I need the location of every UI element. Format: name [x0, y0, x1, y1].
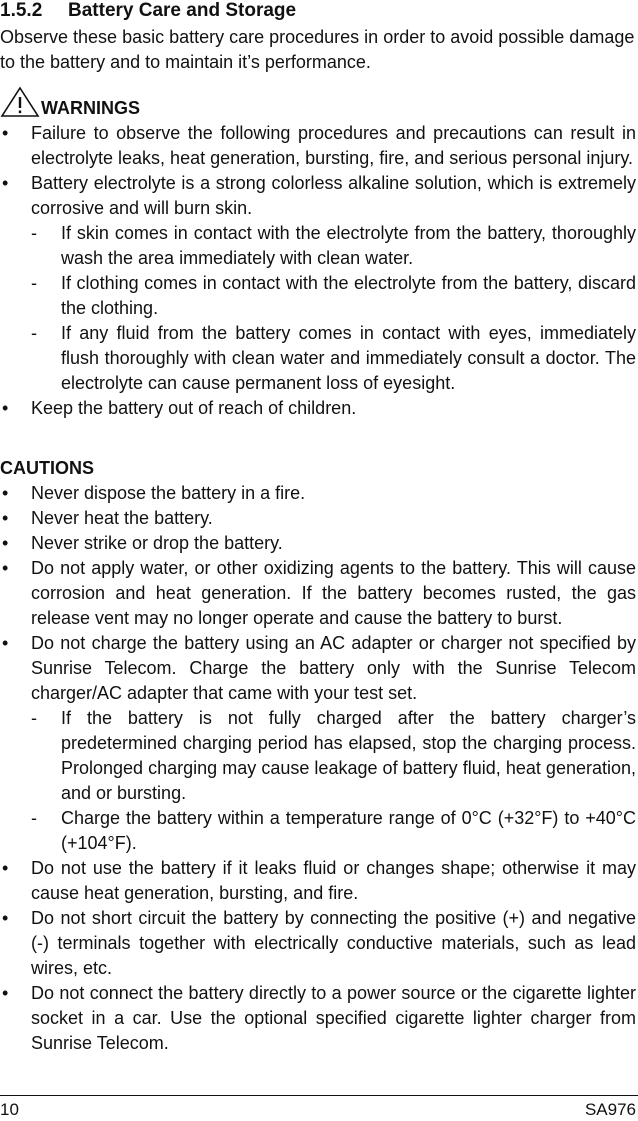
- cautions-item: [0, 531, 638, 556]
- warnings-subitem: [31, 271, 636, 321]
- cautions-item: [0, 506, 638, 531]
- cautions-sublist: [31, 706, 636, 856]
- bullet-icon: •: [2, 983, 9, 1003]
- warning-triangle-icon: [0, 86, 40, 118]
- bullet-icon: •: [2, 533, 9, 553]
- warnings-item-text: Battery electrolyte is a strong colorless alkaline solution, which is extremely corrosive and will burn skin.: [31, 173, 636, 218]
- dash-marker: -: [31, 808, 37, 828]
- cautions-item: [0, 856, 638, 906]
- cautions-subitem-text: Charge the battery within a temperature range of 0°C (+32°F) to +40°C (+104°F).: [61, 808, 636, 853]
- dash-marker: -: [31, 273, 37, 293]
- cautions-item-text: Do not apply water, or other oxidizing agents to the battery. This will cause corrosion and heat generation. If the battery becomes rusted, the gas release vent may no longer operate and cause the battery to burst.: [31, 558, 636, 628]
- page-number: 10: [0, 1100, 19, 1119]
- document-id: SA976: [584, 1100, 636, 1119]
- cautions-subitem: [31, 806, 636, 856]
- warnings-subitem: [31, 321, 636, 396]
- cautions-item-text: Do not connect the battery directly to a power source or the cigarette lighter socket in a car. Use the optional specified cigarette lighter charger from Sunrise Telecom.: [31, 983, 636, 1053]
- section-number: 1.5.2: [0, 0, 43, 21]
- dash-marker: -: [31, 223, 37, 243]
- bullet-icon: •: [2, 508, 9, 528]
- bullet-icon: •: [2, 908, 9, 928]
- cautions-item-text: Never strike or drop the battery.: [31, 533, 283, 553]
- bullet-icon: •: [2, 633, 9, 653]
- warnings-label: WARNINGS: [41, 98, 140, 118]
- bullet-icon: •: [2, 398, 9, 418]
- cautions-subitem-text: If the battery is not fully charged after the battery charger’s predetermined charging period has elapsed, stop the charging process. Prolonged charging may cause leakage of battery fluid, heat generation, and or bursting.: [61, 708, 636, 803]
- section-heading: [0, 0, 296, 23]
- warnings-item-text: Keep the battery out of reach of children.: [31, 398, 357, 418]
- bullet-icon: •: [2, 558, 9, 578]
- footer-divider: [0, 1095, 638, 1096]
- cautions-item: [0, 481, 638, 506]
- cautions-subitem: [31, 706, 636, 806]
- warnings-list: [0, 121, 638, 421]
- warnings-item: [0, 396, 638, 421]
- cautions-heading: CAUTIONS: [0, 458, 94, 478]
- warnings-sublist: [31, 221, 636, 396]
- warnings-subitem-text: If any fluid from the battery comes in contact with eyes, immediately flush thoroughly with clean water and immediately consult a doctor. The electrolyte can cause permanent loss of eyesight.: [61, 323, 636, 393]
- bullet-icon: •: [2, 123, 9, 143]
- cautions-item-text: Never dispose the battery in a fire.: [31, 483, 306, 503]
- warnings-item: [0, 171, 638, 396]
- cautions-item: [0, 981, 638, 1056]
- cautions-item-text: Do not short circuit the battery by connecting the positive (+) and negative (-) terminals together with electrically conductive materials, such as lead wires, etc.: [31, 908, 636, 978]
- cautions-item: [0, 556, 638, 631]
- warnings-subitem-text: If skin comes in contact with the electrolyte from the battery, thoroughly wash the area immediately with clean water.: [61, 223, 636, 268]
- intro-paragraph: Observe these basic battery care procedures in order to avoid possible damage to the battery and to maintain it’s performance.: [0, 27, 635, 72]
- warnings-subitem: [31, 221, 636, 271]
- cautions-item-text: Do not charge the battery using an AC adapter or charger not specified by Sunrise Telecom. Charge the battery only with the Sunrise Telecom charger/AC adapter that came with your test set.: [31, 633, 636, 703]
- cautions-item-text: Never heat the battery.: [31, 508, 213, 528]
- section-title: Battery Care and Storage: [68, 0, 297, 21]
- cautions-list: [0, 481, 638, 1056]
- cautions-item: [0, 631, 638, 856]
- cautions-item-text: Do not use the battery if it leaks fluid or changes shape; otherwise it may cause heat generation, bursting, and fire.: [31, 858, 636, 903]
- warnings-subitem-text: If clothing comes in contact with the electrolyte from the battery, discard the clothing.: [61, 273, 636, 318]
- cautions-item: [0, 906, 638, 981]
- warnings-item-text: Failure to observe the following procedures and precautions can result in electrolyte leaks, heat generation, bursting, fire, and serious personal injury.: [31, 123, 636, 168]
- bullet-icon: •: [2, 483, 9, 503]
- bullet-icon: •: [2, 858, 9, 878]
- bullet-icon: •: [2, 173, 9, 193]
- dash-marker: -: [31, 323, 37, 343]
- warnings-item: [0, 121, 638, 171]
- dash-marker: -: [31, 708, 37, 728]
